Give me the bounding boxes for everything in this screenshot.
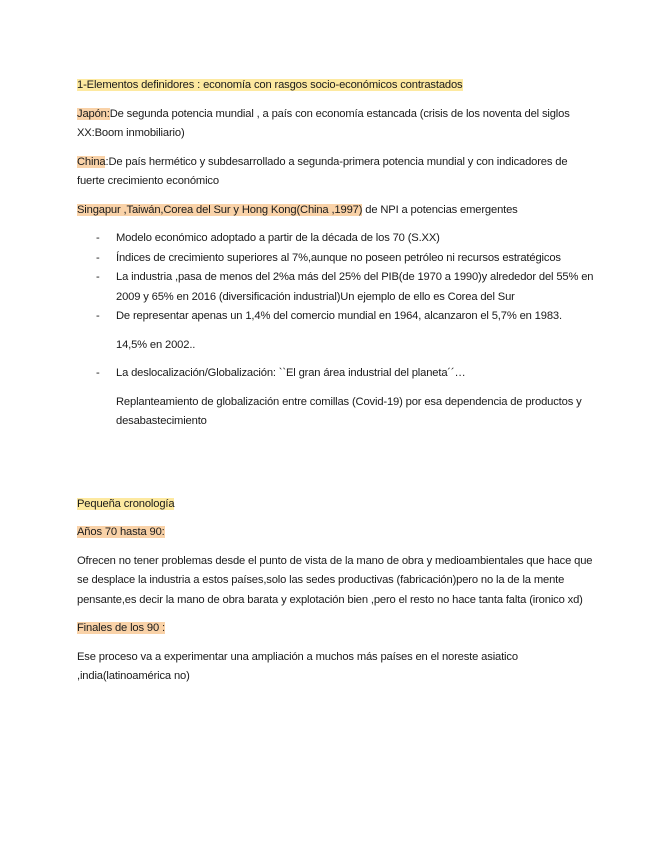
china-text: :De país hermético y subdesarrollado a segunda-primera potencia mundial y con indicadores de fuerte crecimiento económico bbox=[77, 155, 568, 187]
section2-heading bbox=[77, 495, 595, 515]
note-2002: 14,5% en 2002.. bbox=[116, 338, 196, 351]
npi-paragraph bbox=[77, 201, 595, 221]
list-item: - La deslocalización/Globalización: ``El gran área industrial del planeta´´… bbox=[116, 364, 595, 384]
china-label: China bbox=[77, 155, 106, 168]
list-item: - Índices de crecimiento superiores al 7%,aunque no poseen petróleo ni recursos estratégicos bbox=[116, 249, 595, 269]
period1-label-line bbox=[77, 523, 595, 543]
japan-label: Japón: bbox=[77, 107, 110, 120]
spacer bbox=[77, 432, 595, 495]
section2-heading-text: Pequeña cronología bbox=[77, 497, 175, 510]
period1-text: Ofrecen no tener problemas desde el punto de vista de la mano de obra y medioambientales que hace que se desplace la industria a estos países,solo las sedes productivas (fabricación)pero no la de la mente pensante,es decir la mano de obra barata y explotación bien ,pero el resto no hace tanta falta (ironico xd) bbox=[77, 554, 593, 606]
period1-label: Años 70 hasta 90: bbox=[77, 526, 165, 538]
list-item: - Modelo económico adoptado a partir de la década de los 70 (S.XX) bbox=[116, 229, 595, 249]
npi-text: de NPI a potencias emergentes bbox=[362, 203, 518, 216]
note-covid: Replanteamiento de globalización entre comillas (Covid-19) por esa dependencia de productos y desabastecimiento bbox=[116, 395, 582, 427]
npi-label: Singapur ,Taiwán,Corea del Sur y Hong Kong(China ,1997) bbox=[77, 203, 363, 216]
period2-label-line bbox=[77, 619, 595, 639]
japan-paragraph bbox=[77, 105, 595, 144]
list-item: - De representar apenas un 1,4% del comercio mundial en 1964, alcanzaron el 5,7% en 1983. bbox=[116, 307, 595, 327]
period2-label: Finales de los 90 : bbox=[77, 622, 165, 634]
bullet-list-a bbox=[77, 229, 595, 327]
period2-text: Ese proceso va a experimentar una ampliación a muchos más países en el noreste asiatico ,india(latinoamérica no) bbox=[77, 650, 518, 682]
china-paragraph bbox=[77, 153, 595, 192]
bullet-list-b bbox=[77, 364, 595, 384]
japan-text: De segunda potencia mundial , a país con economía estancada (crisis de los noventa del siglos XX:Boom inmobiliario) bbox=[77, 107, 570, 139]
section1-heading bbox=[77, 76, 595, 96]
list-item: - La industria ,pasa de menos del 2%a más del 25% del PIB(de 1970 a 1990)y alrededor del 55% en 2009 y 65% en 2016 (diversificación industrial)Un ejemplo de ello es Corea del Sur bbox=[116, 268, 595, 307]
section1-heading-text: 1-Elementos definidores : economía con rasgos socio-económicos contrastados bbox=[77, 79, 463, 91]
